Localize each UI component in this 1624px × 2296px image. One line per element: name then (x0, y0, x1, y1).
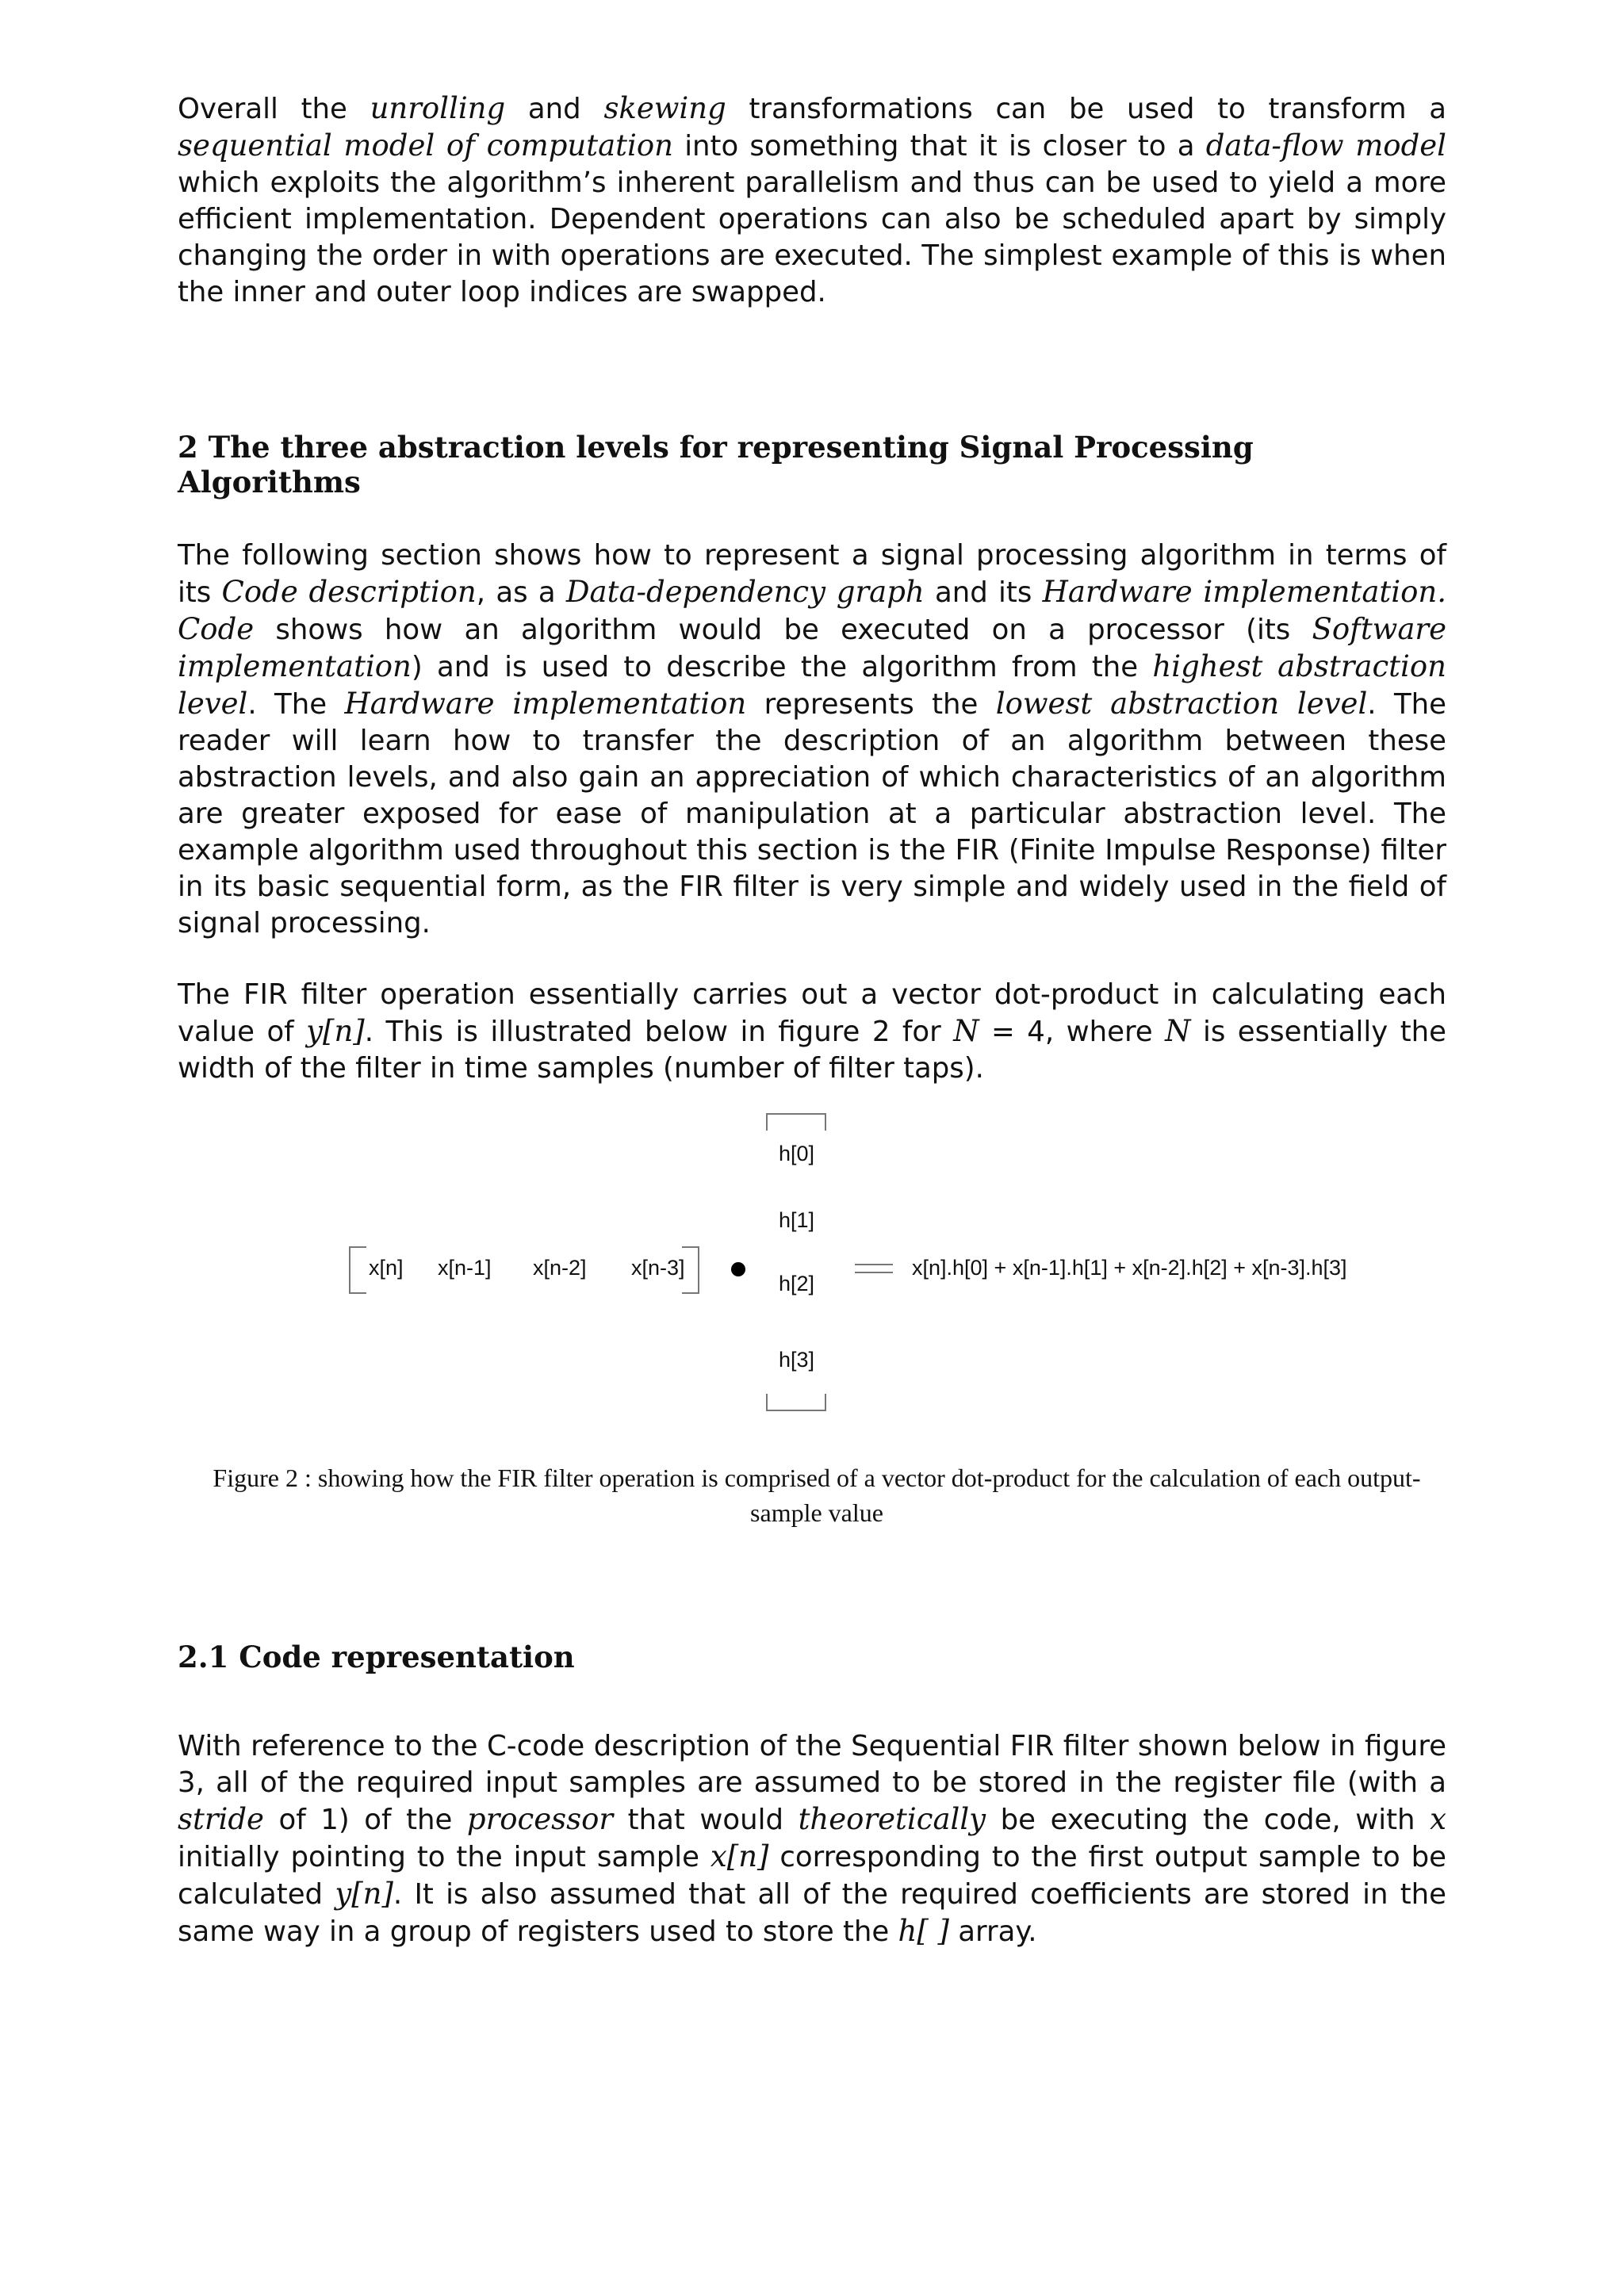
document-page (178, 87, 1446, 1087)
text-run: corresponding to the first output sample to be calculated (178, 1841, 1447, 1911)
italic-term: sequential model of computation (178, 128, 673, 163)
italic-term: unrolling (370, 91, 506, 125)
row-vector-element: x[n-3] (631, 1256, 685, 1280)
italic-term: Software implementation (178, 612, 1446, 683)
text-run: and (505, 93, 604, 125)
text-run: of 1) of the (263, 1804, 467, 1836)
italic-term: stride (178, 1802, 264, 1836)
italic-term: Code description (221, 575, 477, 609)
paragraph-code-representation (178, 1728, 1446, 1950)
text-run: transformations can be used to transform a (726, 93, 1447, 125)
text-run: into something that it is closer to a (672, 130, 1206, 163)
text-run: initially pointing to the input sample (178, 1841, 710, 1873)
italic-term: y[n] (335, 1877, 393, 1911)
text-run: . The reader will learn how to transfer the description of an algorithm between these abstraction levels, and also gain an appreciation of which characteristics of an algorithm are greater exposed for ease of manipulation at a particular abstraction level. The example algorithm used throughout this section is the FIR (Finite Impulse Response) filter in its basic sequential form, as the FIR filter is very simple and widely used in the field of signal processing. (178, 688, 1446, 939)
paragraph-fir-dot-product (178, 977, 1446, 1087)
column-vector-element: h[2] (779, 1272, 815, 1295)
figure-2-caption: Figure 2 : showing how the FIR filter operation is comprised of a vector dot-product for the calculation of each output-sample value (213, 1464, 1421, 1527)
italic-term: N (953, 1014, 979, 1048)
row-vector-element: x[n-1] (438, 1256, 492, 1280)
text-run: Overall the (178, 93, 370, 125)
italic-term: y[n] (306, 1014, 365, 1048)
italic-term: h[ ] (898, 1914, 949, 1948)
dot-product-operator (731, 1262, 745, 1276)
paragraph-loop-transformations (178, 90, 1446, 311)
italic-term: highest abstraction level (178, 649, 1446, 721)
row-vector-element: x[n-2] (533, 1256, 587, 1280)
italic-term: Code (178, 612, 255, 646)
text-run: which exploits the algorithm’s inherent parallelism and thus can be used to yield a more efficient implementation. Dependent operations can also be scheduled apart by simply changing the order in with operations are executed. The simplest example of this is when the inner and outer loop indices are swapped. (178, 166, 1446, 308)
text-run: , as a (476, 576, 566, 609)
column-vector-element: h[0] (779, 1142, 815, 1165)
text-run: that would (613, 1804, 799, 1836)
text-run: shows how an algorithm would be executed on a processor (its (254, 614, 1312, 646)
text-run: represents the (746, 688, 996, 721)
section-heading-2-1: 2.1 Code representation (178, 1640, 575, 1674)
text-run: and its (924, 576, 1043, 609)
italic-term: processor (466, 1802, 614, 1836)
text-run: be executing the code, with (986, 1804, 1431, 1836)
text-run: array. (948, 1915, 1037, 1948)
text-run: . The (247, 688, 345, 721)
dot-product-result: x[n].h[0] + x[n-1].h[1] + x[n-2].h[2] + x[n-3].h[3] (912, 1256, 1347, 1280)
italic-term: theoretically (798, 1802, 986, 1836)
italic-term: Data-dependency graph (565, 575, 925, 609)
italic-term: data-flow model (1205, 128, 1446, 163)
italic-term: Hardware implementation (344, 687, 747, 721)
text-run: With reference to the C-code description of the Sequential FIR filter shown below in figure 3, all of the required input samples are assumed to be stored in the register file (with a (178, 1730, 1446, 1799)
column-vector-bracket-top (766, 1113, 826, 1131)
column-vector-element: h[3] (779, 1348, 815, 1372)
italic-term: x[n] (710, 1839, 769, 1873)
text-run: ) and is used to describe the algorithm from the (411, 651, 1153, 683)
italic-term: lowest abstraction level (995, 687, 1368, 721)
text-run: = 4, where (979, 1016, 1166, 1048)
equals-sign (855, 1264, 893, 1273)
row-vector-element: x[n] (369, 1256, 404, 1280)
column-vector-bracket-bottom (766, 1394, 826, 1411)
italic-term: N (1165, 1014, 1191, 1048)
text-run: The following section shows how to represent a signal processing algorithm in terms of its (178, 539, 1446, 609)
text-run: The FIR filter operation essentially carries out a vector dot-product in calculating each value of (178, 978, 1446, 1048)
italic-term: x (1430, 1802, 1446, 1836)
text-run: . It is also assumed that all of the required coefficients are stored in the same way in a group of registers used to store the (178, 1878, 1446, 1948)
italic-term: skewing (603, 91, 726, 125)
paragraph-abstraction-levels (178, 538, 1446, 942)
row-vector-bracket-left (349, 1246, 366, 1294)
text-run: is essentially the width of the filter in time samples (number of filter taps). (178, 1016, 1446, 1085)
italic-term: Hardware implementation. (1042, 575, 1447, 609)
text-run: . This is illustrated below in figure 2 for (364, 1016, 954, 1048)
column-vector-element: h[1] (779, 1208, 815, 1232)
section-heading-2: 2 The three abstraction levels for representing Signal Processing Algorithms (178, 430, 1254, 499)
